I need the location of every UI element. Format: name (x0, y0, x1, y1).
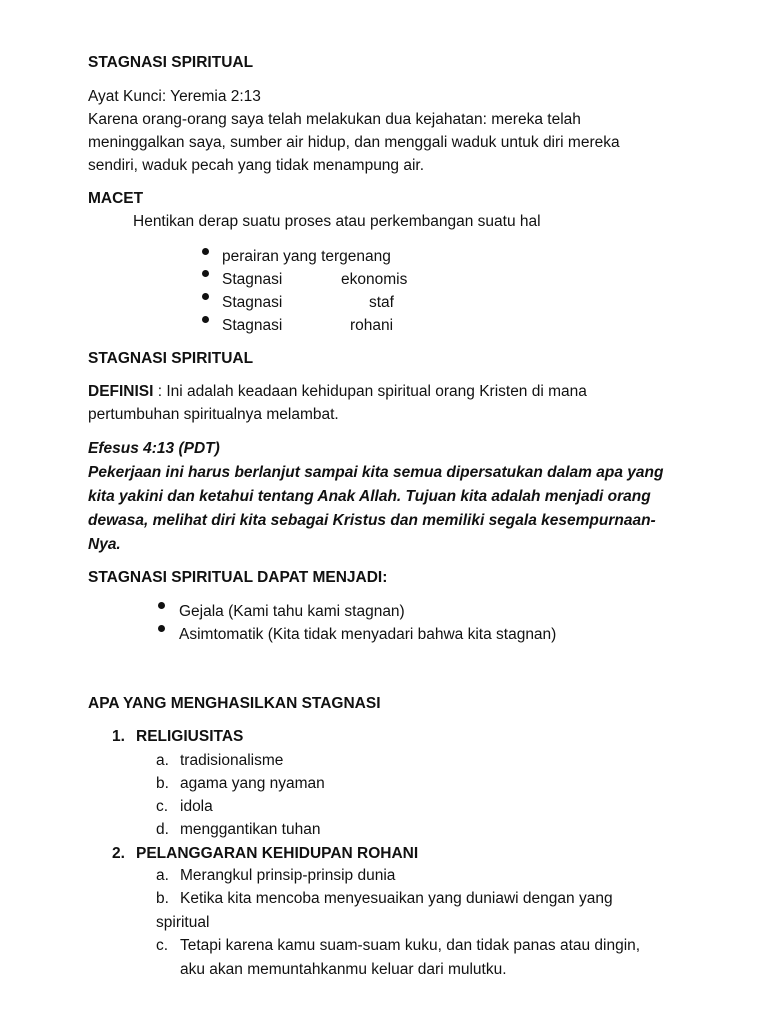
list-item-qualifier: rohani (350, 317, 394, 334)
scripture-reference: Efesus 4:13 (PDT) (88, 440, 220, 457)
section-title: RELIGIUSITAS (136, 728, 244, 745)
list-item-qualifier: staf (369, 294, 394, 311)
key-verse-line: Karena orang-orang saya telah melakukan dua kejahatan: mereka telah (88, 111, 581, 128)
bullet-icon (158, 602, 165, 609)
list-item: agama yang nyaman (180, 775, 325, 792)
list-letter: d. (156, 821, 169, 838)
section-heading: APA YANG MENGHASILKAN STAGNASI (88, 695, 381, 712)
bullet-icon (202, 293, 209, 300)
list-item: perairan yang tergenang (222, 248, 391, 265)
list-item: Stagnasi (222, 294, 283, 311)
list-letter: b. (156, 775, 169, 792)
list-item: Stagnasi (222, 317, 283, 334)
list-item-qualifier: ekonomis (341, 271, 408, 288)
page-title: STAGNASI SPIRITUAL (88, 54, 254, 71)
list-letter: c. (156, 798, 169, 815)
list-item-continuation: aku akan memuntahkanmu keluar dari mulutku. (180, 961, 507, 978)
section-title: PELANGGARAN KEHIDUPAN ROHANI (136, 845, 419, 862)
list-item: Merangkul prinsip-prinsip dunia (180, 867, 396, 884)
key-verse-line: meninggalkan saya, sumber air hidup, dan menggali waduk untuk diri mereka (88, 134, 620, 151)
list-item: tradisionalisme (180, 752, 284, 769)
bullet-icon (202, 270, 209, 277)
list-item: Tetapi karena kamu suam-suam kuku, dan tidak panas atau dingin, (180, 937, 641, 954)
macet-heading: MACET (88, 190, 144, 207)
list-item: menggantikan tuhan (180, 821, 321, 838)
list-item: Asimtomatik (Kita tidak menyadari bahwa kita stagnan) (179, 626, 557, 643)
scripture-line: Nya. (88, 536, 121, 553)
definisi-line: pertumbuhan spiritualnya melambat. (88, 406, 339, 423)
list-letter: a. (156, 752, 169, 769)
list-letter: c. (156, 937, 169, 954)
definisi-text: : Ini adalah keadaan kehidupan spiritual orang Kristen di mana (153, 383, 587, 400)
section-number: 1. (112, 728, 125, 745)
key-verse-label: Ayat Kunci: Yeremia 2:13 (88, 88, 261, 105)
macet-definition: Hentikan derap suatu proses atau perkembangan suatu hal (133, 213, 541, 230)
section-number: 2. (112, 845, 125, 862)
definisi-line (88, 383, 587, 401)
list-letter: a. (156, 867, 169, 884)
scripture-line: kita yakini dan ketahui tentang Anak Allah. Tujuan kita adalah menjadi orang (88, 488, 651, 505)
list-item-continuation: spiritual (156, 914, 210, 931)
bullet-icon (158, 625, 165, 632)
section-heading: STAGNASI SPIRITUAL (88, 350, 254, 367)
section-heading: STAGNASI SPIRITUAL DAPAT MENJADI: (88, 569, 388, 586)
definisi-label: DEFINISI (88, 383, 154, 400)
list-item: Gejala (Kami tahu kami stagnan) (179, 603, 405, 620)
list-item: Stagnasi (222, 271, 283, 288)
bullet-icon (202, 316, 209, 323)
list-item: idola (180, 798, 213, 815)
list-item: Ketika kita mencoba menyesuaikan yang duniawi dengan yang (180, 890, 613, 907)
bullet-icon (202, 248, 209, 255)
list-letter: b. (156, 890, 169, 907)
scripture-line: Pekerjaan ini harus berlanjut sampai kita semua dipersatukan dalam apa yang (88, 464, 664, 481)
key-verse-line: sendiri, waduk pecah yang tidak menampung air. (88, 157, 425, 174)
scripture-line: dewasa, melihat diri kita sebagai Kristus dan memiliki segala kesempurnaan- (88, 512, 656, 529)
